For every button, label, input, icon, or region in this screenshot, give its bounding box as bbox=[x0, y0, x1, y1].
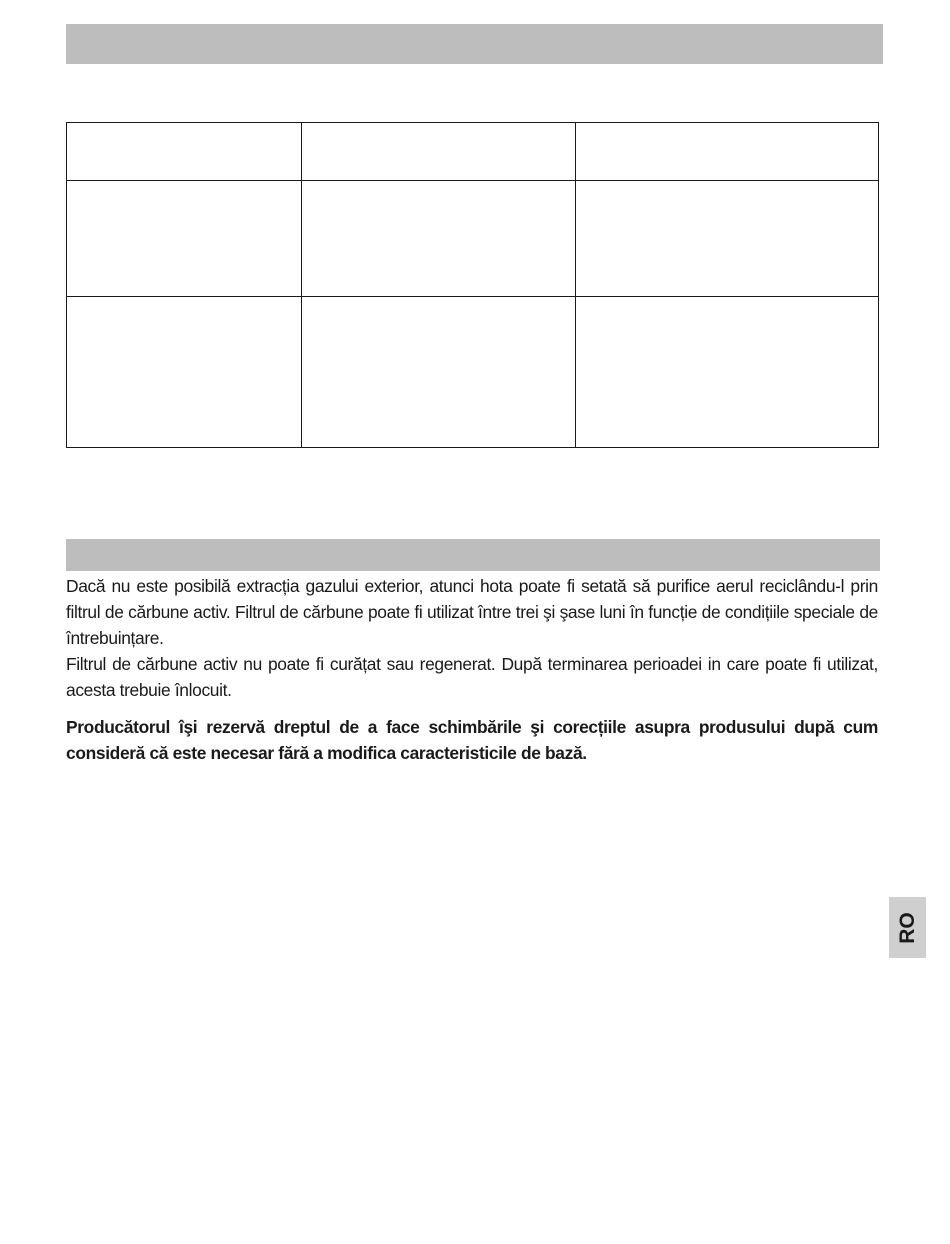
table-cell bbox=[302, 297, 576, 448]
table-cell bbox=[67, 181, 302, 297]
section-header-bar bbox=[66, 24, 883, 64]
table-row bbox=[67, 123, 879, 181]
table-row bbox=[67, 297, 879, 448]
carbon-filter-replacement-paragraph: Filtrul de cărbune activ nu poate fi curățat sau regenerat. După terminarea perioadei in care poate fi utilizat, acesta trebuie înlocuit. bbox=[66, 654, 878, 700]
table-cell bbox=[67, 123, 302, 181]
language-tab-label: RO bbox=[895, 911, 919, 944]
empty-table bbox=[66, 122, 879, 448]
table-cell bbox=[576, 181, 879, 297]
language-tab bbox=[889, 897, 926, 958]
carbon-filter-paragraph: Dacă nu este posibilă extracția gazului exterior, atunci hota poate fi setată să purifice aerul reciclându-l prin filtrul de cărbune activ. Filtrul de cărbune poate fi utilizat între trei şi şase luni în funcție de condițiile speciale de întrebuințare. bbox=[66, 576, 878, 648]
table-row bbox=[67, 181, 879, 297]
manufacturer-notice: Producătorul îşi rezervă dreptul de a face schimbările şi corecțiile asupra produsului după cum consideră că este necesar fără a modifica caracteristicile de bază. bbox=[66, 717, 878, 763]
table-cell bbox=[302, 181, 576, 297]
table-cell bbox=[302, 123, 576, 181]
table-cell bbox=[576, 297, 879, 448]
table-cell bbox=[576, 123, 879, 181]
table-cell bbox=[67, 297, 302, 448]
section-header-bar bbox=[66, 539, 880, 571]
